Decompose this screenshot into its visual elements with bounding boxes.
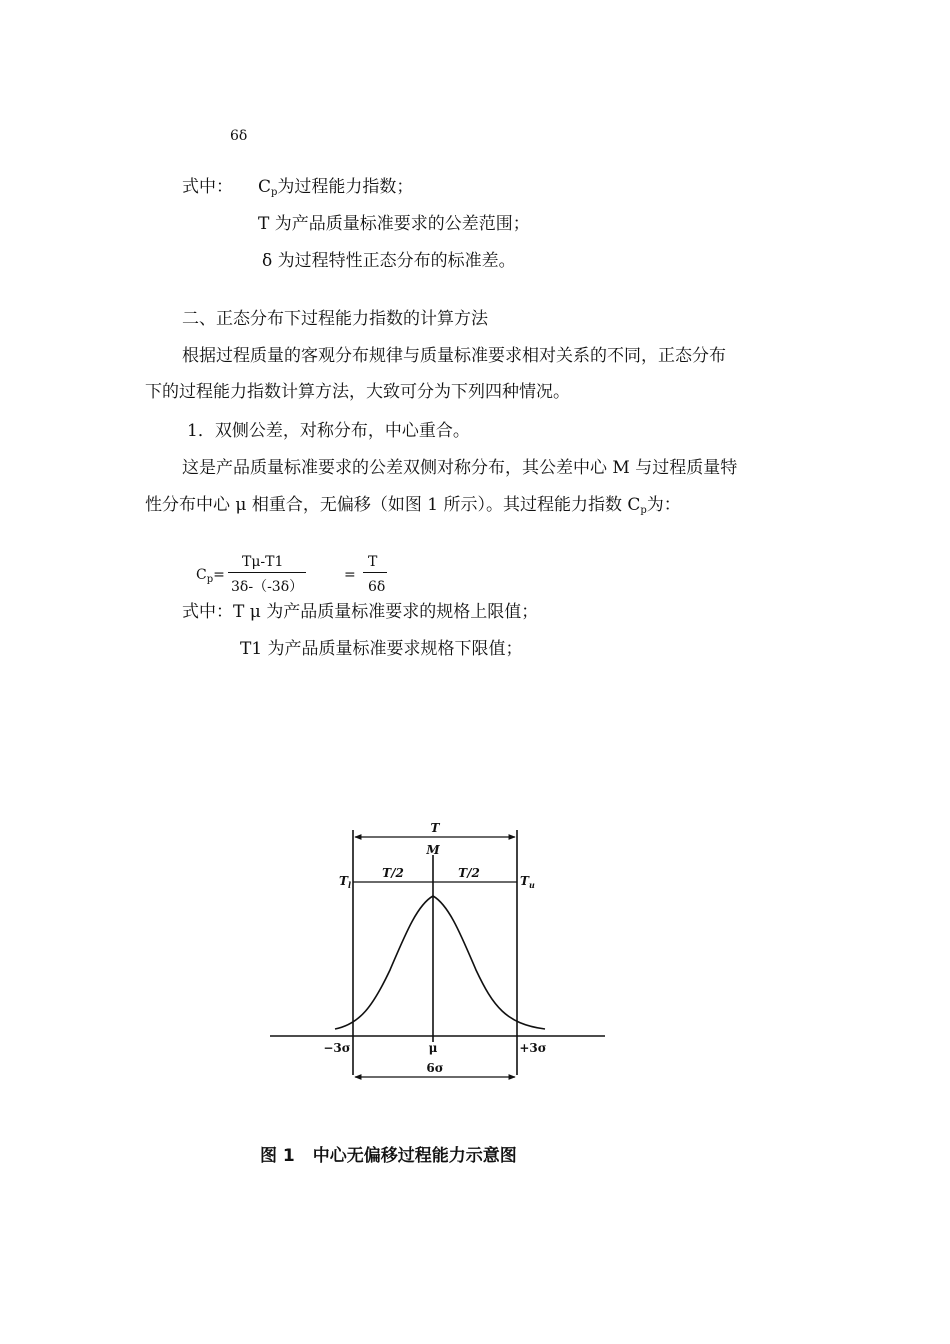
where-lead: 式中： — [182, 177, 233, 197]
figure-label-t-upper — [520, 874, 535, 890]
figure-label-t-lower-sub: l — [347, 880, 351, 890]
figure-label-six-sigma: 6σ — [426, 1061, 444, 1075]
figure-label-t-upper-main: T — [520, 874, 529, 888]
figure-label-mu: μ — [428, 1041, 438, 1055]
formula-fraction-bar-1 — [228, 572, 306, 573]
bell-curve — [335, 896, 545, 1029]
figure-label-t-upper-sub: u — [528, 880, 535, 890]
formula-lhs — [196, 568, 225, 585]
formula-denominator-1: 3δ-（-3δ） — [231, 579, 304, 595]
cp-description: 为过程能力指数； — [277, 177, 414, 197]
figure-label-minus-3-sigma: −3σ — [323, 1041, 351, 1055]
formula-denominator-fragment: 6δ — [230, 128, 248, 144]
paragraph-2-line-1: 这是产品质量标准要求的公差双侧对称分布，其公差中心 M 与过程质量特 — [182, 458, 738, 478]
formula-equals-2: = — [344, 567, 356, 583]
section-heading: 二、正态分布下过程能力指数的计算方法 — [182, 309, 488, 329]
figure-label-t-lower — [339, 874, 351, 890]
formula-cp-subscript: p — [206, 574, 214, 585]
where-2-tl-line: T1 为产品质量标准要求规格下限值； — [240, 639, 523, 659]
formula-fraction-bar-2 — [363, 572, 387, 573]
case-1-heading: 1．双侧公差，对称分布，中心重合。 — [187, 421, 470, 441]
figure-label-half-right: T/2 — [458, 866, 480, 880]
paragraph-2-line-2-end: 为： — [646, 495, 681, 515]
normal-distribution-figure — [265, 810, 615, 1100]
where-delta-line: δ 为过程特性正态分布的标准差。 — [262, 251, 516, 271]
figure-svg — [265, 810, 615, 1100]
figure-label-t-lower-main: T — [339, 874, 348, 888]
formula-numerator-2: T — [368, 554, 378, 570]
cp-subscript: p — [271, 187, 278, 198]
paragraph-2-line-2-text: 性分布中心 μ 相重合，无偏移（如图 1 所示）。其过程能力指数 C — [145, 495, 641, 515]
figure-label-t: T — [430, 821, 440, 835]
figure-label-half-left: T/2 — [382, 866, 404, 880]
figure-caption — [260, 1148, 517, 1165]
figure-label-m: M — [426, 843, 440, 857]
where-t-line: T 为产品质量标准要求的公差范围； — [258, 214, 530, 234]
where-2-tu-line: 式中：T μ 为产品质量标准要求的规格上限值； — [182, 602, 539, 622]
paragraph-1-line-2: 下的过程能力指数计算方法，大致可分为下列四种情况。 — [145, 382, 570, 402]
where-cp-line — [258, 179, 413, 198]
formula-cp-symbol: C — [196, 567, 207, 583]
formula-equals-1: = — [213, 567, 225, 583]
figure-caption-number: 图 1 — [260, 1146, 295, 1166]
figure-caption-title: 中心无偏移过程能力示意图 — [312, 1146, 517, 1166]
formula-denominator-2: 6δ — [368, 579, 386, 595]
paragraph-2-cp-subscript: p — [640, 505, 647, 516]
paragraph-1-line-1: 根据过程质量的客观分布规律与质量标准要求相对关系的不同，正态分布 — [182, 346, 726, 366]
paragraph-2-line-2 — [145, 497, 681, 516]
figure-label-plus-3-sigma: +3σ — [519, 1041, 547, 1055]
cp-symbol: C — [258, 177, 272, 197]
formula-numerator-1: Tμ-T1 — [242, 554, 284, 570]
